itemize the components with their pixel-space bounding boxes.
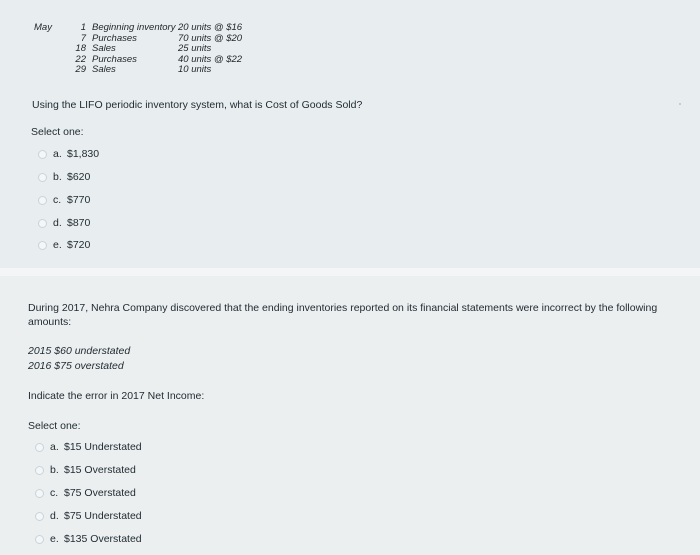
error-2016: 2016 $75 overstated (28, 360, 124, 372)
inventory-row (34, 65, 258, 76)
question-divider (0, 268, 700, 276)
option-text: $1,830 (67, 148, 100, 160)
option-letter: a. (50, 441, 59, 453)
inventory-day: 18 (75, 43, 86, 54)
option-c[interactable] (35, 487, 136, 499)
option-c[interactable] (38, 194, 90, 206)
radio-button[interactable] (35, 512, 44, 521)
option-a[interactable] (38, 148, 99, 160)
inventory-row (34, 44, 258, 55)
option-letter: d. (50, 510, 59, 522)
option-text: $75 Overstated (64, 487, 136, 499)
option-text: $75 Understated (64, 510, 142, 522)
option-b[interactable] (35, 464, 136, 476)
option-letter: b. (50, 464, 59, 476)
inventory-day: 29 (75, 64, 86, 75)
option-letter: c. (53, 194, 62, 206)
inventory-detail: 40 units @ $22 (178, 53, 243, 65)
inventory-desc: Sales (92, 43, 116, 54)
option-d[interactable] (35, 510, 142, 522)
inventory-month (34, 34, 66, 45)
option-letter: c. (50, 487, 59, 499)
inventory-day: 22 (75, 53, 86, 65)
radio-button[interactable] (35, 535, 44, 544)
inventory-detail: 10 units (178, 64, 212, 75)
radio-button[interactable] (38, 196, 47, 205)
radio-button[interactable] (35, 466, 44, 475)
inventory-desc: Beginning inventory (92, 22, 176, 33)
inventory-detail: 25 units (178, 43, 212, 54)
option-d[interactable] (38, 217, 90, 229)
select-one-label: Select one: (31, 126, 84, 138)
option-text: $720 (67, 239, 91, 251)
error-2015: 2015 $60 understated (28, 345, 131, 357)
inventory-row (34, 55, 258, 66)
inventory-desc: Purchases (92, 32, 137, 44)
option-text: $135 Overstated (64, 533, 142, 545)
option-letter: e. (50, 533, 59, 545)
question-2-instruction: Indicate the error in 2017 Net Income: (28, 390, 205, 402)
question-2-prompt: During 2017, Nehra Company discovered that the ending inventories reported on its financial statements were incorrect by the following amounts: (28, 302, 658, 328)
option-text: $770 (67, 194, 91, 206)
option-text: $620 (67, 171, 91, 183)
inventory-row (34, 34, 258, 45)
inventory-month: May (34, 22, 52, 33)
inventory-desc: Purchases (92, 53, 137, 65)
radio-button[interactable] (35, 443, 44, 452)
decorative-dot (679, 103, 681, 105)
inventory-detail: 70 units @ $20 (178, 32, 243, 44)
option-e[interactable] (35, 533, 142, 545)
option-letter: b. (53, 171, 62, 183)
radio-button[interactable] (38, 150, 47, 159)
option-text: $15 Understated (64, 441, 142, 453)
option-b[interactable] (38, 171, 90, 183)
inventory-month (34, 44, 66, 55)
option-e[interactable] (38, 239, 90, 251)
option-letter: d. (53, 217, 62, 229)
inventory-detail: 20 units @ $16 (178, 22, 243, 33)
select-one-label: Select one: (28, 420, 81, 432)
option-text: $870 (67, 217, 91, 229)
inventory-table (34, 23, 258, 76)
option-letter: e. (53, 239, 62, 251)
question-1-panel (0, 0, 700, 268)
radio-button[interactable] (38, 219, 47, 228)
inventory-desc: Sales (92, 64, 116, 75)
question-1-prompt: Using the LIFO periodic inventory system, what is Cost of Goods Sold? (32, 99, 363, 111)
error-list (28, 344, 130, 374)
option-text: $15 Overstated (64, 464, 136, 476)
option-letter: a. (53, 148, 62, 160)
radio-button[interactable] (38, 173, 47, 182)
inventory-day: 7 (80, 32, 86, 44)
radio-button[interactable] (35, 489, 44, 498)
radio-button[interactable] (38, 241, 47, 250)
option-a[interactable] (35, 441, 142, 453)
inventory-row (34, 23, 258, 34)
question-2-panel (0, 276, 700, 555)
inventory-month (34, 65, 66, 76)
inventory-day: 1 (80, 22, 86, 33)
inventory-month (34, 55, 66, 66)
